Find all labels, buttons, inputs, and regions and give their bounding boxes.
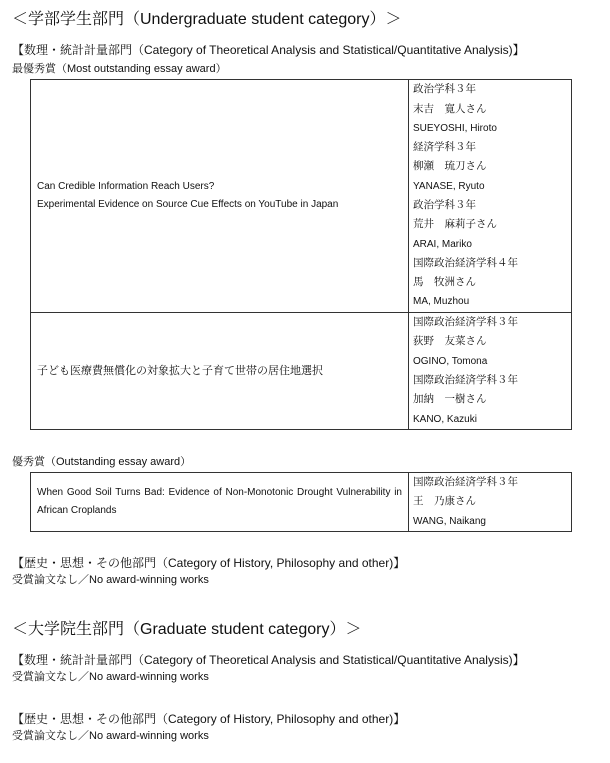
author-dept: 国際政治経済学科３年 [413, 374, 518, 386]
author-dept: 国際政治経済学科４年 [413, 256, 518, 269]
most-outstanding-label: 最優秀賞（Most outstanding essay award） [12, 63, 227, 75]
undergrad-history-note: 受賞論文なし／No award-winning works [12, 574, 209, 586]
undergrad-history-heading: 【歴史・思想・その他部門（Category of History, Philosophy and other)】 [12, 556, 406, 570]
essay-title-line: Experimental Evidence on Source Cue Effects on YouTube in Japan [37, 199, 339, 210]
author-dept: 経済学科３年 [413, 141, 476, 154]
most-outstanding-table [30, 79, 572, 430]
table-row [31, 80, 572, 313]
authors-cell [409, 473, 572, 532]
essay-title-cell [31, 80, 409, 313]
graduate-theoretical-heading: 【数理・統計計量部門（Category of Theoretical Analysis and Statistical/Quantitative Analysis)】 [12, 653, 525, 667]
author-name-ja: 馬 牧洲さん [413, 276, 476, 289]
author-name-en: KANO, Kazuki [413, 413, 477, 425]
graduate-theoretical-note: 受賞論文なし／No award-winning works [12, 671, 209, 683]
outstanding-table [30, 472, 572, 532]
author-name-en: WANG, Naikang [413, 515, 486, 527]
essay-title-line: 子ども医療費無償化の対象拡大と子育て世帯の居住地選択 [37, 365, 323, 377]
graduate-history-heading: 【歴史・思想・その他部門（Category of History, Philosophy and other)】 [12, 712, 406, 726]
author-dept: 政治学科３年 [413, 199, 476, 211]
undergrad-theoretical-heading: 【数理・統計計量部門（Category of Theoretical Analysis and Statistical/Quantitative Analysis)】 [12, 43, 525, 57]
author-name-ja: 末吉 寛人さん [413, 102, 487, 115]
essay-title-cell: When Good Soil Turns Bad: Evidence of Non-Monotonic Drought Vulnerability in African Croplands [31, 473, 409, 532]
table-row [31, 313, 572, 430]
author-name-ja: 加納 一樹さん [413, 393, 487, 406]
essay-title-cell [31, 313, 409, 430]
author-name-en: SUEYOSHI, Hiroto [413, 122, 497, 134]
author-name-en: ARAI, Mariko [413, 238, 472, 250]
author-name-ja: 荻野 友菜さん [413, 335, 487, 348]
authors-cell [409, 313, 572, 430]
essay-title-line: Can Credible Information Reach Users? [37, 181, 215, 192]
graduate-history-note: 受賞論文なし／No award-winning works [12, 730, 209, 742]
author-name-ja: 王 乃康さん [413, 495, 476, 508]
authors-cell [409, 80, 572, 313]
author-dept: 国際政治経済学科３年 [413, 476, 518, 488]
outstanding-label: 優秀賞（Outstanding essay award） [12, 456, 192, 468]
author-name-en: OGINO, Tomona [413, 355, 488, 367]
table-row [31, 473, 572, 532]
author-name-en: YANASE, Ryuto [413, 180, 485, 192]
undergrad-heading: ＜学部学生部門（Undergraduate student category）＞ [12, 11, 402, 28]
author-dept: 政治学科３年 [413, 83, 476, 96]
author-name-ja: 柳瀬 琉刀さん [413, 160, 487, 173]
author-dept: 国際政治経済学科３年 [413, 316, 518, 329]
author-name-en: MA, Muzhou [413, 296, 470, 308]
author-name-ja: 荒井 麻莉子さん [413, 218, 497, 231]
graduate-heading: ＜大学院生部門（Graduate student category）＞ [12, 621, 362, 638]
